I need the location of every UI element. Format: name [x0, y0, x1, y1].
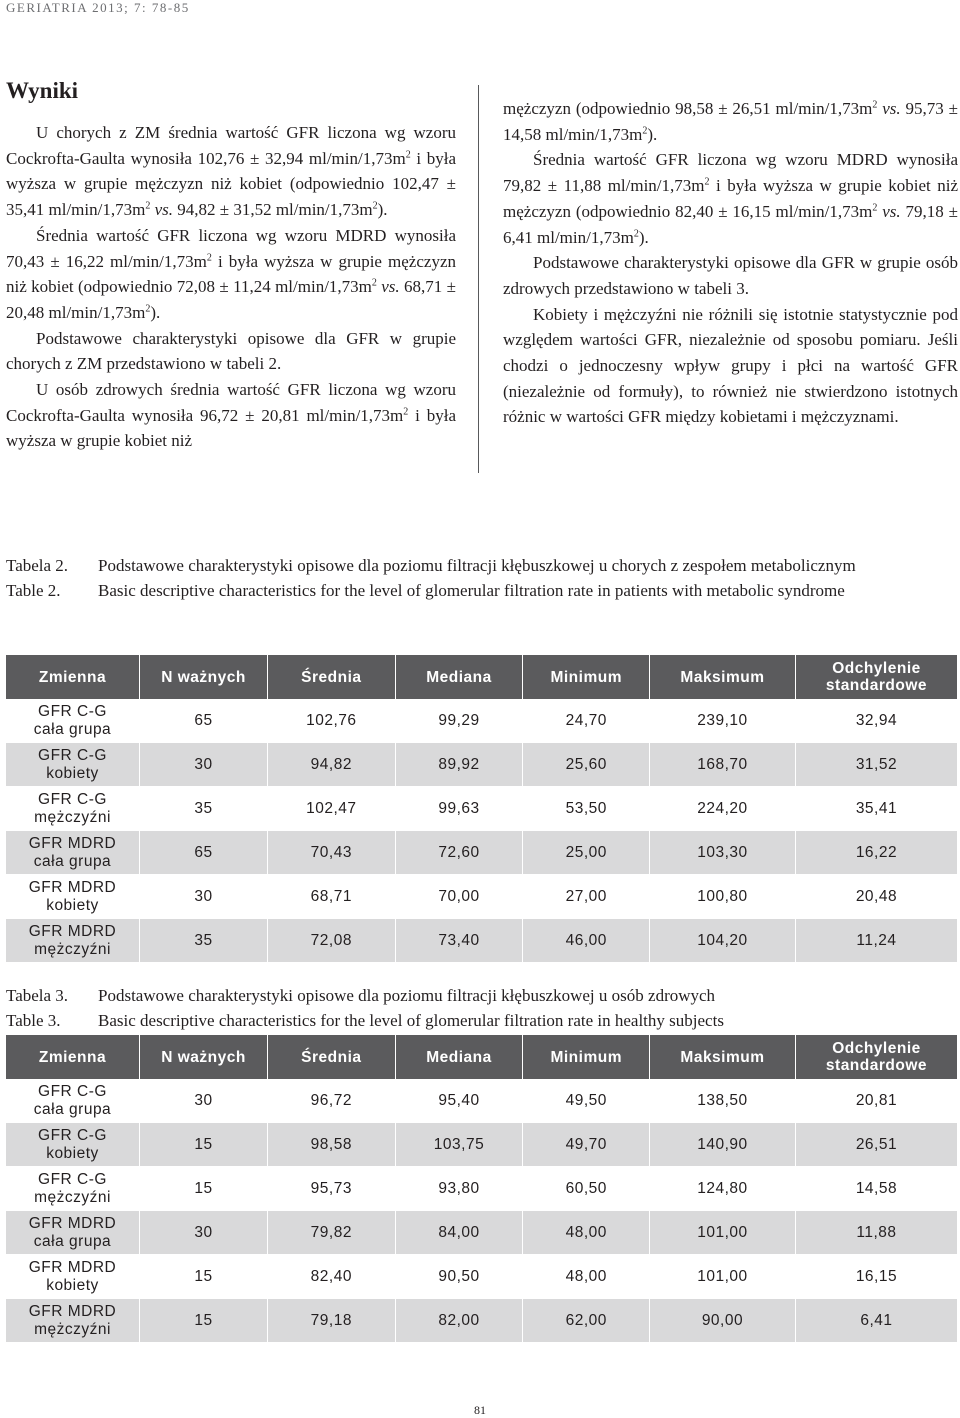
variable-cell	[6, 1299, 140, 1343]
table-cell: 168,70	[650, 743, 796, 787]
journal-header: GERIATRIA 2013; 7: 78-85	[6, 0, 190, 15]
variable-cell	[6, 1255, 140, 1299]
table-cell: 104,20	[650, 919, 796, 963]
table-cell: 70,43	[268, 831, 395, 875]
variable-cell	[6, 699, 140, 743]
table-cell: 27,00	[523, 875, 650, 919]
table-cell: 35,41	[795, 787, 957, 831]
table-cell: 70,00	[395, 875, 523, 919]
superscript: 2	[206, 251, 212, 263]
caption-label: Table 3.	[6, 1011, 61, 1030]
variable-cell	[6, 1211, 140, 1255]
table-cell: 68,71	[268, 875, 395, 919]
table-cell: 239,10	[650, 699, 796, 743]
right-column	[503, 96, 958, 430]
superscript: 2	[403, 406, 409, 418]
caption-row	[6, 578, 946, 603]
table-cell: 62,00	[523, 1299, 650, 1343]
table-cell: 79,18	[268, 1299, 395, 1343]
italic-text: vs.	[381, 277, 400, 297]
italic-text: vs.	[882, 99, 901, 118]
table-cell: 6,41	[795, 1299, 957, 1343]
table-cell: 49,50	[523, 1079, 650, 1123]
variable-line: GFR C-G	[38, 702, 107, 720]
table-cell: 100,80	[650, 875, 796, 919]
table-cell: 79,82	[268, 1211, 395, 1255]
variable-line: cała grupa	[33, 852, 112, 870]
table-cell: 102,76	[268, 699, 395, 743]
table-cell: 99,29	[395, 699, 523, 743]
table-row	[6, 1079, 958, 1123]
table-cell: 96,72	[268, 1079, 395, 1123]
table-cell: 11,24	[795, 919, 957, 963]
column-header: Minimum	[523, 1035, 650, 1079]
table-cell: 138,50	[650, 1079, 796, 1123]
variable-line: GFR MDRD	[28, 1258, 117, 1276]
table-cell: 94,82	[268, 743, 395, 787]
variable-line: GFR MDRD	[28, 922, 117, 940]
text-run: ).	[150, 302, 161, 322]
superscript: 2	[371, 277, 377, 289]
page-number: 81	[474, 1403, 486, 1417]
superscript: 2	[872, 202, 878, 214]
table-cell: 84,00	[395, 1211, 523, 1255]
text-run: i była wyższa w grupie kobiet niż	[6, 405, 456, 451]
column-header: Minimum	[523, 655, 650, 699]
text-run: ).	[647, 124, 658, 144]
paragraph	[503, 302, 958, 431]
table-cell: 16,15	[795, 1255, 957, 1299]
table-row	[6, 919, 958, 963]
variable-line: GFR MDRD	[28, 834, 117, 852]
table-cell: 25,00	[523, 831, 650, 875]
caption-text: Basic descriptive characteristics for the level of glomerular filtration rate in patients with metabolic syndrome	[98, 581, 845, 600]
table-cell: 73,40	[395, 919, 523, 963]
variable-line: kobiety	[46, 764, 99, 782]
italic-text: vs.	[154, 200, 173, 220]
table-cell: 90,50	[395, 1255, 523, 1299]
table-row	[6, 1255, 958, 1299]
table3-caption	[6, 983, 946, 1033]
column-header: Odchylenie standardowe	[795, 1035, 957, 1079]
paragraph	[6, 326, 456, 377]
table-cell: 46,00	[523, 919, 650, 963]
text-run: 94,82 ± 31,52 ml/min/1,73m	[172, 200, 373, 220]
table-cell: 15	[140, 1167, 268, 1211]
table-row	[6, 743, 958, 787]
variable-cell	[6, 743, 140, 787]
caption-label: Table 2.	[6, 581, 61, 600]
text-run: 68,71 ± 20,48 ml/min/1,73m	[6, 277, 456, 322]
table-cell: 30	[140, 743, 268, 787]
text-run: Średnia wartość GFR liczona wg wzoru MDRD wynosiła 70,43 ± 16,22 ml/min/1,73m	[6, 225, 456, 271]
variable-line: GFR C-G	[38, 746, 107, 764]
table-cell: 14,58	[795, 1167, 957, 1211]
table-row	[6, 787, 958, 831]
caption-label: Tabela 2.	[6, 556, 69, 575]
variable-cell	[6, 787, 140, 831]
table-cell: 53,50	[523, 787, 650, 831]
variable-line: GFR C-G	[38, 790, 107, 808]
variable-line: GFR MDRD	[28, 1214, 117, 1232]
column-header: Mediana	[395, 1035, 523, 1079]
table-cell: 93,80	[395, 1167, 523, 1211]
table-row	[6, 1299, 958, 1343]
caption-text: Basic descriptive characteristics for the level of glomerular filtration rate in healthy subjects	[98, 1011, 724, 1030]
table-cell: 35	[140, 787, 268, 831]
section-heading: Wyniki	[6, 78, 79, 103]
table-cell: 103,30	[650, 831, 796, 875]
superscript: 2	[633, 227, 639, 239]
superscript: 2	[145, 200, 151, 212]
italic-text: vs.	[882, 201, 901, 221]
table-cell: 124,80	[650, 1167, 796, 1211]
table-row	[6, 875, 958, 919]
text-run: mężczyzn (odpowiednio 98,58 ± 26,51 ml/min/1,73m	[503, 99, 873, 118]
variable-cell	[6, 831, 140, 875]
variable-line: GFR MDRD	[28, 1302, 117, 1320]
table-row	[6, 699, 958, 743]
paragraph	[6, 223, 456, 326]
superscript: 2	[372, 200, 378, 212]
table-cell: 11,88	[795, 1211, 957, 1255]
table-cell: 15	[140, 1255, 268, 1299]
left-column	[6, 120, 456, 454]
superscript: 2	[642, 125, 648, 137]
table-cell: 224,20	[650, 787, 796, 831]
table-cell: 103,75	[395, 1123, 523, 1167]
column-header: Mediana	[395, 655, 523, 699]
table-row	[6, 1211, 958, 1255]
table-row	[6, 831, 958, 875]
table-cell: 15	[140, 1123, 268, 1167]
table-cell: 82,00	[395, 1299, 523, 1343]
superscript: 2	[405, 149, 411, 161]
text-run: Podstawowe charakterystyki opisowe dla GFR w grupie chorych z ZM przedstawiono w tabeli 2.	[6, 328, 456, 374]
paragraph	[503, 96, 958, 147]
variable-line: kobiety	[46, 896, 99, 914]
variable-line: GFR C-G	[38, 1082, 107, 1100]
variable-line: mężczyźni	[34, 808, 111, 826]
column-header: N ważnych	[140, 655, 268, 699]
table-cell: 48,00	[523, 1211, 650, 1255]
table-cell: 101,00	[650, 1211, 796, 1255]
superscript: 2	[145, 303, 151, 315]
caption-row	[6, 1008, 946, 1033]
table-header-row	[6, 1035, 958, 1079]
variable-line: cała grupa	[33, 1100, 112, 1118]
table-cell: 30	[140, 1079, 268, 1123]
table-cell: 95,40	[395, 1079, 523, 1123]
table-cell: 72,08	[268, 919, 395, 963]
variable-line: mężczyźni	[34, 940, 111, 958]
variable-line: cała grupa	[33, 720, 112, 738]
variable-line: GFR C-G	[38, 1126, 107, 1144]
variable-cell	[6, 1167, 140, 1211]
table-header-row	[6, 655, 958, 699]
caption-row	[6, 983, 946, 1008]
text-run: i była wyższa w grupie mężczyzn niż kobiet (odpowiednio 72,08 ± 11,24 ml/min/1,73m	[6, 251, 456, 297]
text-run: ).	[377, 200, 388, 220]
text-run: Podstawowe charakterystyki opisowe dla GFR w grupie osób zdrowych przedstawiono w tabeli 3.	[503, 253, 958, 298]
text-run: 95,73 ± 14,58 ml/min/1,73m	[503, 99, 958, 144]
table2	[6, 655, 958, 963]
table-cell: 98,58	[268, 1123, 395, 1167]
variable-line: mężczyźni	[34, 1188, 111, 1206]
table-cell: 82,40	[268, 1255, 395, 1299]
table-cell: 31,52	[795, 743, 957, 787]
column-header: N ważnych	[140, 1035, 268, 1079]
column-header: Zmienna	[6, 655, 140, 699]
table-cell: 32,94	[795, 699, 957, 743]
text-run: U osób zdrowych średnia wartość GFR liczona wg wzoru Cockrofta-Gaulta wynosiła 96,72 ± 20,81 ml/min/1,73m	[6, 380, 456, 425]
table-row	[6, 1167, 958, 1211]
table3	[6, 1035, 958, 1343]
text-run: i była wyższa w grupie kobiet niż mężczyzn (odpowiednio 82,40 ± 16,15 ml/min/1,73m	[503, 176, 958, 221]
variable-cell	[6, 875, 140, 919]
table-cell: 20,81	[795, 1079, 957, 1123]
paragraph	[6, 377, 456, 454]
table-cell: 26,51	[795, 1123, 957, 1167]
table-cell: 16,22	[795, 831, 957, 875]
table-cell: 48,00	[523, 1255, 650, 1299]
table-cell: 20,48	[795, 875, 957, 919]
paragraph	[503, 147, 958, 250]
text-run: i była wyższa w grupie mężczyzn niż kobiet (odpowiednio 102,47 ± 35,41 ml/min/1,73m	[6, 148, 456, 220]
variable-line: kobiety	[46, 1144, 99, 1162]
table-cell: 35	[140, 919, 268, 963]
table-cell: 65	[140, 699, 268, 743]
table-cell: 25,60	[523, 743, 650, 787]
table2-caption	[6, 553, 946, 603]
text-run: U chorych z ZM średnia wartość GFR liczona wg wzoru Cockrofta-Gaulta wynosiła 102,76 ± 32,94 ml/min/1,73m	[6, 123, 456, 168]
variable-line: mężczyźni	[34, 1320, 111, 1338]
table-cell: 72,60	[395, 831, 523, 875]
variable-cell	[6, 919, 140, 963]
table-cell: 101,00	[650, 1255, 796, 1299]
column-header: Maksimum	[650, 655, 796, 699]
text-run: ).	[638, 227, 649, 247]
table-cell: 99,63	[395, 787, 523, 831]
paragraph	[6, 120, 456, 223]
text-run: Średnia wartość GFR liczona wg wzoru MDRD wynosiła 79,82 ± 11,88 ml/min/1,73m	[503, 150, 958, 196]
table-cell: 60,50	[523, 1167, 650, 1211]
superscript: 2	[704, 176, 710, 188]
variable-cell	[6, 1123, 140, 1167]
table-cell: 65	[140, 831, 268, 875]
table-cell: 89,92	[395, 743, 523, 787]
caption-text: Podstawowe charakterystyki opisowe dla poziomu filtracji kłębuszkowej u chorych z zespołem metabolicznym	[98, 556, 856, 575]
variable-line: GFR MDRD	[28, 878, 117, 896]
table-row	[6, 1123, 958, 1167]
caption-row	[6, 553, 946, 578]
column-header: Zmienna	[6, 1035, 140, 1079]
caption-label: Tabela 3.	[6, 986, 69, 1005]
text-run: 79,18 ± 6,41 ml/min/1,73m	[503, 201, 958, 247]
table-cell: 49,70	[523, 1123, 650, 1167]
table-cell: 102,47	[268, 787, 395, 831]
column-header: Maksimum	[650, 1035, 796, 1079]
superscript: 2	[872, 99, 878, 111]
variable-line: kobiety	[46, 1276, 99, 1294]
column-header: Średnia	[268, 1035, 395, 1079]
text-run: Kobiety i mężczyźni nie różnili się istotnie statystycznie pod względem wartości GFR, niezależnie od sposobu pomiaru. Jeśli chodzi o jednoczesny wpływ grupy i płci na wartość GFR (niezależnie od formuły), to również nie stwierdzono istotnych różnic w wartości GFR między kobietami i mężczyznami.	[503, 304, 958, 427]
variable-cell	[6, 1079, 140, 1123]
table-cell: 30	[140, 1211, 268, 1255]
caption-text: Podstawowe charakterystyki opisowe dla poziomu filtracji kłębuszkowej u osób zdrowych	[98, 986, 716, 1005]
table-cell: 140,90	[650, 1123, 796, 1167]
variable-line: cała grupa	[33, 1232, 112, 1250]
column-header: Średnia	[268, 655, 395, 699]
table-cell: 95,73	[268, 1167, 395, 1211]
table-cell: 30	[140, 875, 268, 919]
column-divider	[478, 85, 479, 473]
table-cell: 24,70	[523, 699, 650, 743]
paragraph	[503, 250, 958, 301]
table-cell: 15	[140, 1299, 268, 1343]
table-cell: 90,00	[650, 1299, 796, 1343]
variable-line: GFR C-G	[38, 1170, 107, 1188]
column-header: Odchylenie standardowe	[795, 655, 957, 699]
